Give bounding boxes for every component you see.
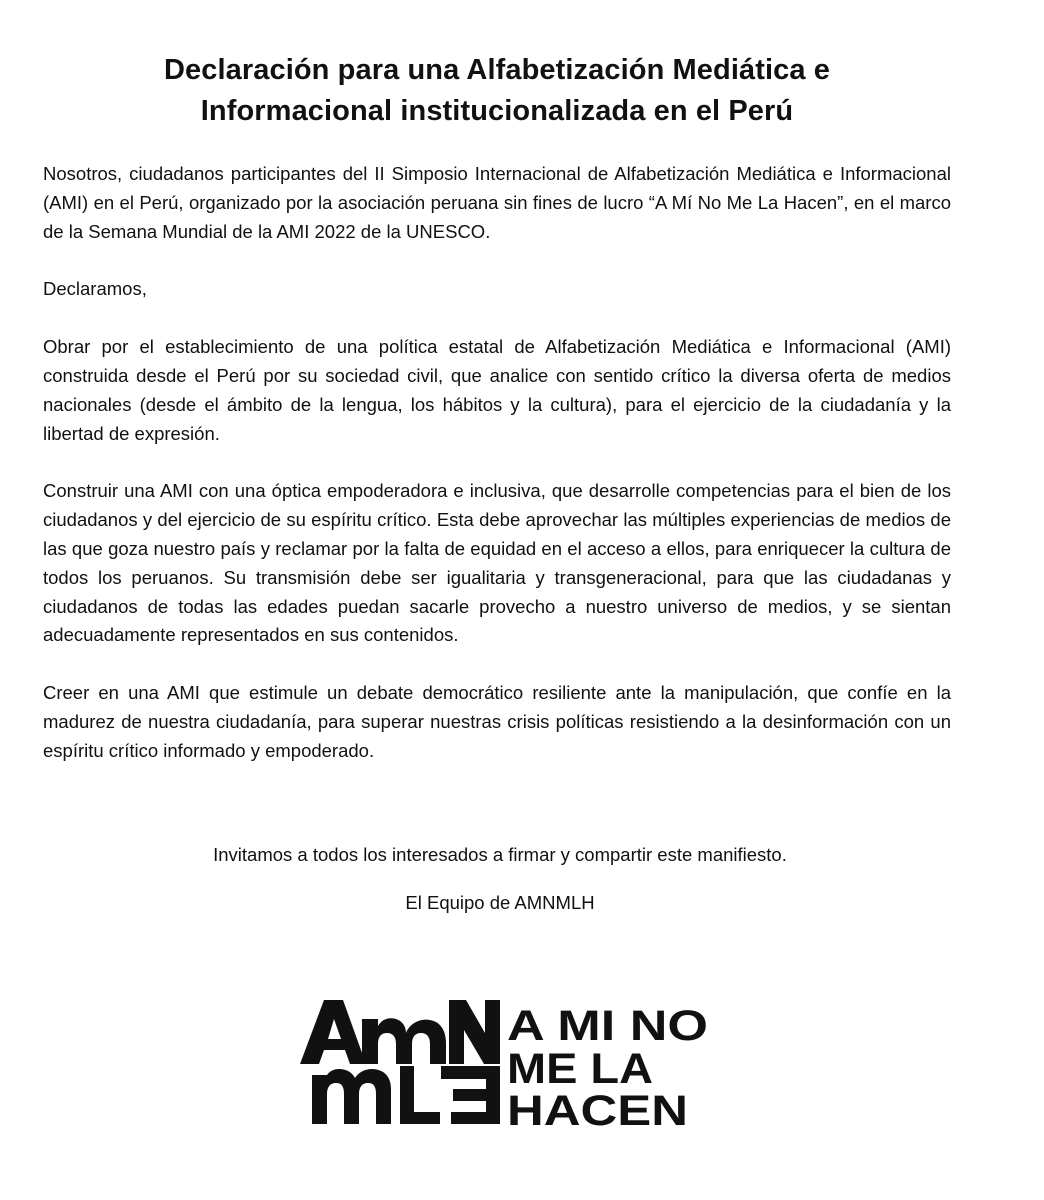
logo-mark-letter-a (300, 1000, 366, 1064)
logo-wordmark-line-2: ME LA (507, 1045, 653, 1093)
logo-wordmark-line-3: HACEN (507, 1087, 688, 1132)
intro-paragraph: Nosotros, ciudadanos participantes del II Simposio Internacional de Alfabetización Mediática e Informacional (AMI) en el Perú, organizado por la asociación peruana sin fines de lucro “A Mí No Me La Hacen”, en el marco de la Semana Mundial de la AMI 2022 de la UNESCO. (43, 163, 951, 242)
logo-mark-letter-l (400, 1066, 440, 1124)
logo-mark-letter-m-top (362, 1018, 446, 1064)
logo-mark-letter-m-bottom (312, 1069, 391, 1124)
amnmlh-logo-graphic (300, 998, 710, 1132)
amnmlh-logo (300, 998, 710, 1132)
invitation-text: Invitamos a todos los interesados a firmar y compartir este manifiesto. (213, 844, 787, 865)
logo-wordmark (507, 1002, 708, 1132)
democratic-debate-paragraph: Creer en una AMI que estimule un debate democrático resiliente ante la manipulación, que confíe en la madurez de nuestra ciudadanía, para superar nuestras crisis políticas resistiendo a la desinformación con un espíritu crítico informado y empoderado. (43, 682, 951, 761)
document-title (43, 50, 951, 132)
declaration-document (43, 50, 951, 795)
inclusive-ami-paragraph: Construir una AMI con una óptica empoderadora e inclusiva, que desarrolle competencias para el bien de los ciudadanos y del ejercicio de su espíritu crítico. Esta debe aprovechar las múltiples experiencias de medios de las que goza nuestro país y reclamar por la falta de equidad en el acceso a ellos, para enriquecer la cultura de todos los peruanos. Su transmisión debe ser igualitaria y transgeneracional, para que las ciudadanas y ciudadanos de todas las edades puedan sacarle provecho a nuestro universo de medios, y se sientan adecuadamente representados en sus contenidos. (43, 480, 951, 646)
policy-paragraph: Obrar por el establecimiento de una política estatal de Alfabetización Mediática e Informacional (AMI) construida desde el Perú por su sociedad civil, que analice con sentido crítico la diversa oferta de medios nacionales (desde el ámbito de la lengua, los hábitos y la cultura), para el ejercicio de la ciudadanía y la libertad de expresión. (43, 336, 951, 444)
logo-mark-letter-h (441, 1066, 500, 1124)
document-title-line-2: Informacional institucionalizada en el Perú (200, 95, 794, 127)
logo-mark-letter-n (449, 1000, 500, 1064)
document-title-line-1: Declaración para una Alfabetización Mediática e (163, 54, 830, 86)
logo-monogram (300, 1000, 500, 1124)
logo-wordmark-line-1: A MI NO (507, 1002, 708, 1050)
team-signoff: El Equipo de AMNMLH (405, 892, 595, 913)
declaration-opening: Declaramos, (43, 278, 147, 300)
